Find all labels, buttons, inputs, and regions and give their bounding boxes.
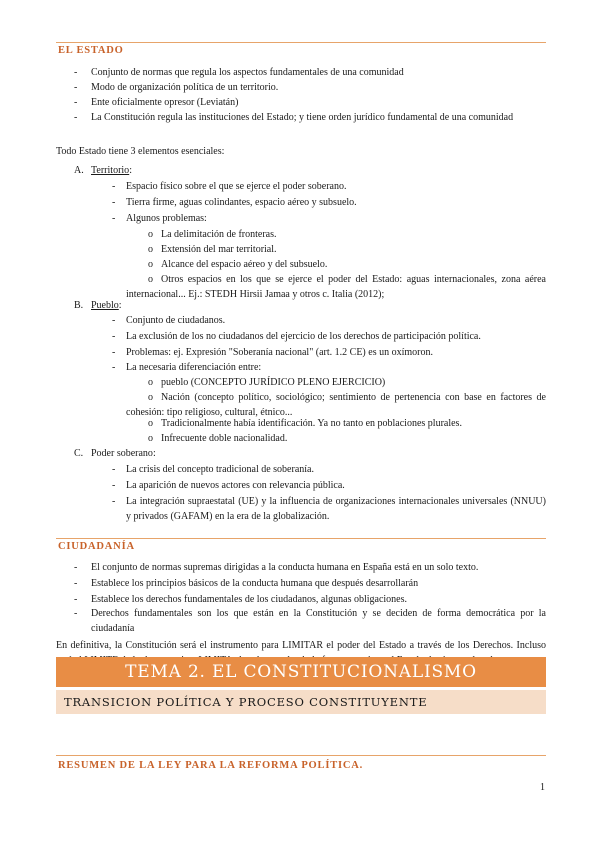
element-label-territorio: Territorio: <box>91 165 132 176</box>
section-rule <box>56 755 546 756</box>
bullet-o: o <box>148 392 153 403</box>
bullet-dash: - <box>74 578 78 589</box>
ciudadania-bullet: Establece los derechos fundamentales de los ciudadanos, algunas obligaciones. <box>91 594 408 605</box>
bullet-dash: - <box>112 496 116 507</box>
element-marker: A. <box>74 165 84 176</box>
bullet-dash: - <box>74 67 78 78</box>
bullet-dash: - <box>112 213 116 224</box>
bullet-o: o <box>148 244 153 255</box>
territorio-item: Algunos problemas: <box>126 213 207 224</box>
pueblo-subitem: pueblo (CONCEPTO JURÍDICO PLENO EJERCICIO) <box>161 377 386 388</box>
bullet-dash: - <box>74 97 78 108</box>
pueblo-subitem: Nación (concepto político, sociológico; sentimiento de pertenencia con base en factores de cohesión: tipo religioso, cultural, étnico... <box>126 392 546 418</box>
estado-bullet: Modo de organización política de un territorio. <box>91 82 279 93</box>
territorio-item: Tierra firme, aguas colindantes, espacio aéreo y subsuelo. <box>126 197 357 208</box>
bullet-dash: - <box>112 480 116 491</box>
estado-intro: Todo Estado tiene 3 elementos esenciales: <box>56 146 225 157</box>
element-label-poder: Poder soberano: <box>91 448 156 459</box>
section-heading-estado: EL ESTADO <box>58 45 124 56</box>
pueblo-subitem: Infrecuente doble nacionalidad. <box>161 433 288 444</box>
element-label-pueblo: Pueblo: <box>91 300 122 311</box>
top-rule <box>56 42 546 43</box>
estado-bullet: Conjunto de normas que regula los aspectos fundamentales de una comunidad <box>91 67 404 78</box>
chapter-subtitle-banner: TRANSICION POLÍTICA Y PROCESO CONSTITUYENTE <box>56 690 546 714</box>
poder-item: La crisis del concepto tradicional de soberanía. <box>126 464 314 475</box>
pueblo-item: Problemas: ej. Expresión "Soberanía nacional" (art. 1.2 CE) es un oxímoron. <box>126 347 433 358</box>
bullet-dash: - <box>74 594 78 605</box>
pueblo-item: Conjunto de ciudadanos. <box>126 315 226 326</box>
bullet-dash: - <box>74 112 78 123</box>
bullet-dash: - <box>112 464 116 475</box>
bullet-dash: - <box>74 608 78 619</box>
bullet-dash: - <box>112 315 116 326</box>
bullet-dash: - <box>112 181 116 192</box>
estado-bullet: Ente oficialmente opresor (Leviatán) <box>91 97 239 108</box>
bullet-o: o <box>148 433 153 444</box>
bullet-dash: - <box>74 562 78 573</box>
poder-item: La aparición de nuevos actores con relevancia pública. <box>126 480 345 491</box>
bullet-dash: - <box>112 362 116 373</box>
element-marker: C. <box>74 448 84 459</box>
estado-bullet: La Constitución regula las instituciones del Estado; y tiene orden jurídico fundamental de una comunidad <box>91 112 514 123</box>
poder-item: La integración supraestatal (UE) y la influencia de organizaciones internacionales universales (NNUU) y privados (GAFAM) en la era de la globalización. <box>126 496 546 522</box>
bullet-dash: - <box>112 347 116 358</box>
bullet-dash: - <box>112 331 116 342</box>
pueblo-item: La necesaria diferenciación entre: <box>126 362 262 373</box>
territorio-subitem: La delimitación de fronteras. <box>161 229 277 240</box>
ciudadania-bullet: Establece los principios básicos de la conducta humana que después desarrollarán <box>91 578 419 589</box>
territorio-subitem: Alcance del espacio aéreo y del subsuelo. <box>161 259 328 270</box>
territorio-subitem: Extensión del mar territorial. <box>161 244 277 255</box>
bullet-dash: - <box>112 197 116 208</box>
element-marker: B. <box>74 300 84 311</box>
bullet-o: o <box>148 259 153 270</box>
bullet-o: o <box>148 377 153 388</box>
section-heading-resumen: RESUMEN DE LA LEY PARA LA REFORMA POLÍTICA. <box>58 760 364 771</box>
bullet-o: o <box>148 418 153 429</box>
ciudadania-bullet: El conjunto de normas supremas dirigidas a la conducta humana en España está en un solo texto. <box>91 562 479 573</box>
ciudadania-bullet: Derechos fundamentales son los que están en la Constitución y se deciden de forma democrática por la ciudadanía <box>91 608 546 634</box>
territorio-item: Espacio físico sobre el que se ejerce el poder soberano. <box>126 181 347 192</box>
section-heading-ciudadania: CIUDADANÍA <box>58 541 135 552</box>
ciudadania-conclusion: En definitiva, la Constitución será el instrumento para LIMITAR el poder del Estado a través de los Derechos. Incluso <box>56 640 546 651</box>
bullet-o: o <box>148 274 153 285</box>
chapter-title-banner: TEMA 2. EL CONSTITUCIONALISMO <box>56 657 546 687</box>
page-number: 1 <box>540 782 545 793</box>
section-rule <box>56 538 546 539</box>
pueblo-subitem: Tradicionalmente había identificación. Ya no tanto en poblaciones plurales. <box>161 418 462 429</box>
bullet-dash: - <box>74 82 78 93</box>
bullet-o: o <box>148 229 153 240</box>
pueblo-item: La exclusión de los no ciudadanos del ejercicio de los derechos de participación política. <box>126 331 481 342</box>
territorio-subitem: Otros espacios en los que se ejerce el poder del Estado: aguas internacionales, zona aérea internacional... Ej.: STEDH Hirsii Jamaa y otros c. Italia (2012); <box>126 274 546 300</box>
